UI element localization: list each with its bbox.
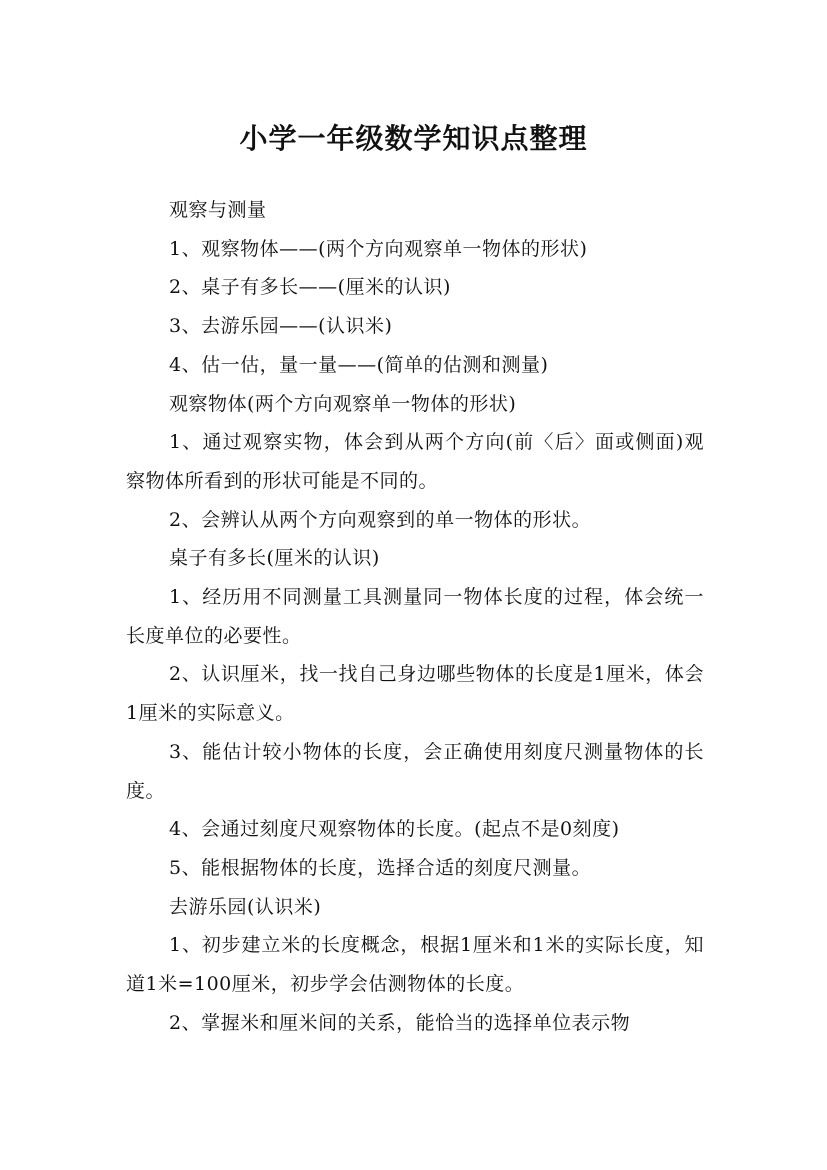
list-item: 1、通过观察实物，体会到从两个方向(前〈后〉面或侧面)观察物体所看到的形状可能是不同的。 bbox=[126, 431, 704, 492]
list-item: 2、认识厘米，找一找自己身边哪些物体的长度是1厘米，体会1厘米的实际意义。 bbox=[126, 663, 704, 725]
list-item: 1、经历用不同测量工具测量同一物体长度的过程，体会统一长度单位的必要性。 bbox=[126, 586, 704, 647]
list-item: 3、去游乐园——(认识米) bbox=[169, 315, 393, 338]
list-item: 1、初步建立米的长度概念，根据1厘米和1米的实际长度，知道1米=100厘米，初步学会估测物体的长度。 bbox=[126, 934, 704, 996]
section-heading: 观察物体(两个方向观察单一物体的形状) bbox=[169, 392, 517, 415]
section-heading: 去游乐园(认识米) bbox=[169, 895, 322, 918]
list-item: 4、会通过刻度尺观察物体的长度。(起点不是0刻度) bbox=[169, 818, 620, 841]
list-item: 1、观察物体——(两个方向观察单一物体的形状) bbox=[169, 237, 588, 260]
list-item: 3、能估计较小物体的长度，会正确使用刻度尺测量物体的长度。 bbox=[126, 740, 704, 802]
list-item: 2、桌子有多长——(厘米的认识) bbox=[169, 276, 451, 299]
section-heading: 观察与测量 bbox=[169, 199, 267, 221]
document-title: 小学一年级数学知识点整理 bbox=[239, 121, 588, 155]
section-heading: 桌子有多长(厘米的认识) bbox=[169, 547, 380, 570]
list-item: 2、会辨认从两个方向观察到的单一物体的形状。 bbox=[169, 508, 592, 531]
list-item: 5、能根据物体的长度，选择合适的刻度尺测量。 bbox=[169, 856, 592, 879]
document-body bbox=[126, 191, 704, 1042]
list-item: 4、估一估，量一量——(简单的估测和测量) bbox=[169, 353, 549, 376]
list-item: 2、掌握米和厘米间的关系，能恰当的选择单位表示物 bbox=[169, 1011, 631, 1034]
